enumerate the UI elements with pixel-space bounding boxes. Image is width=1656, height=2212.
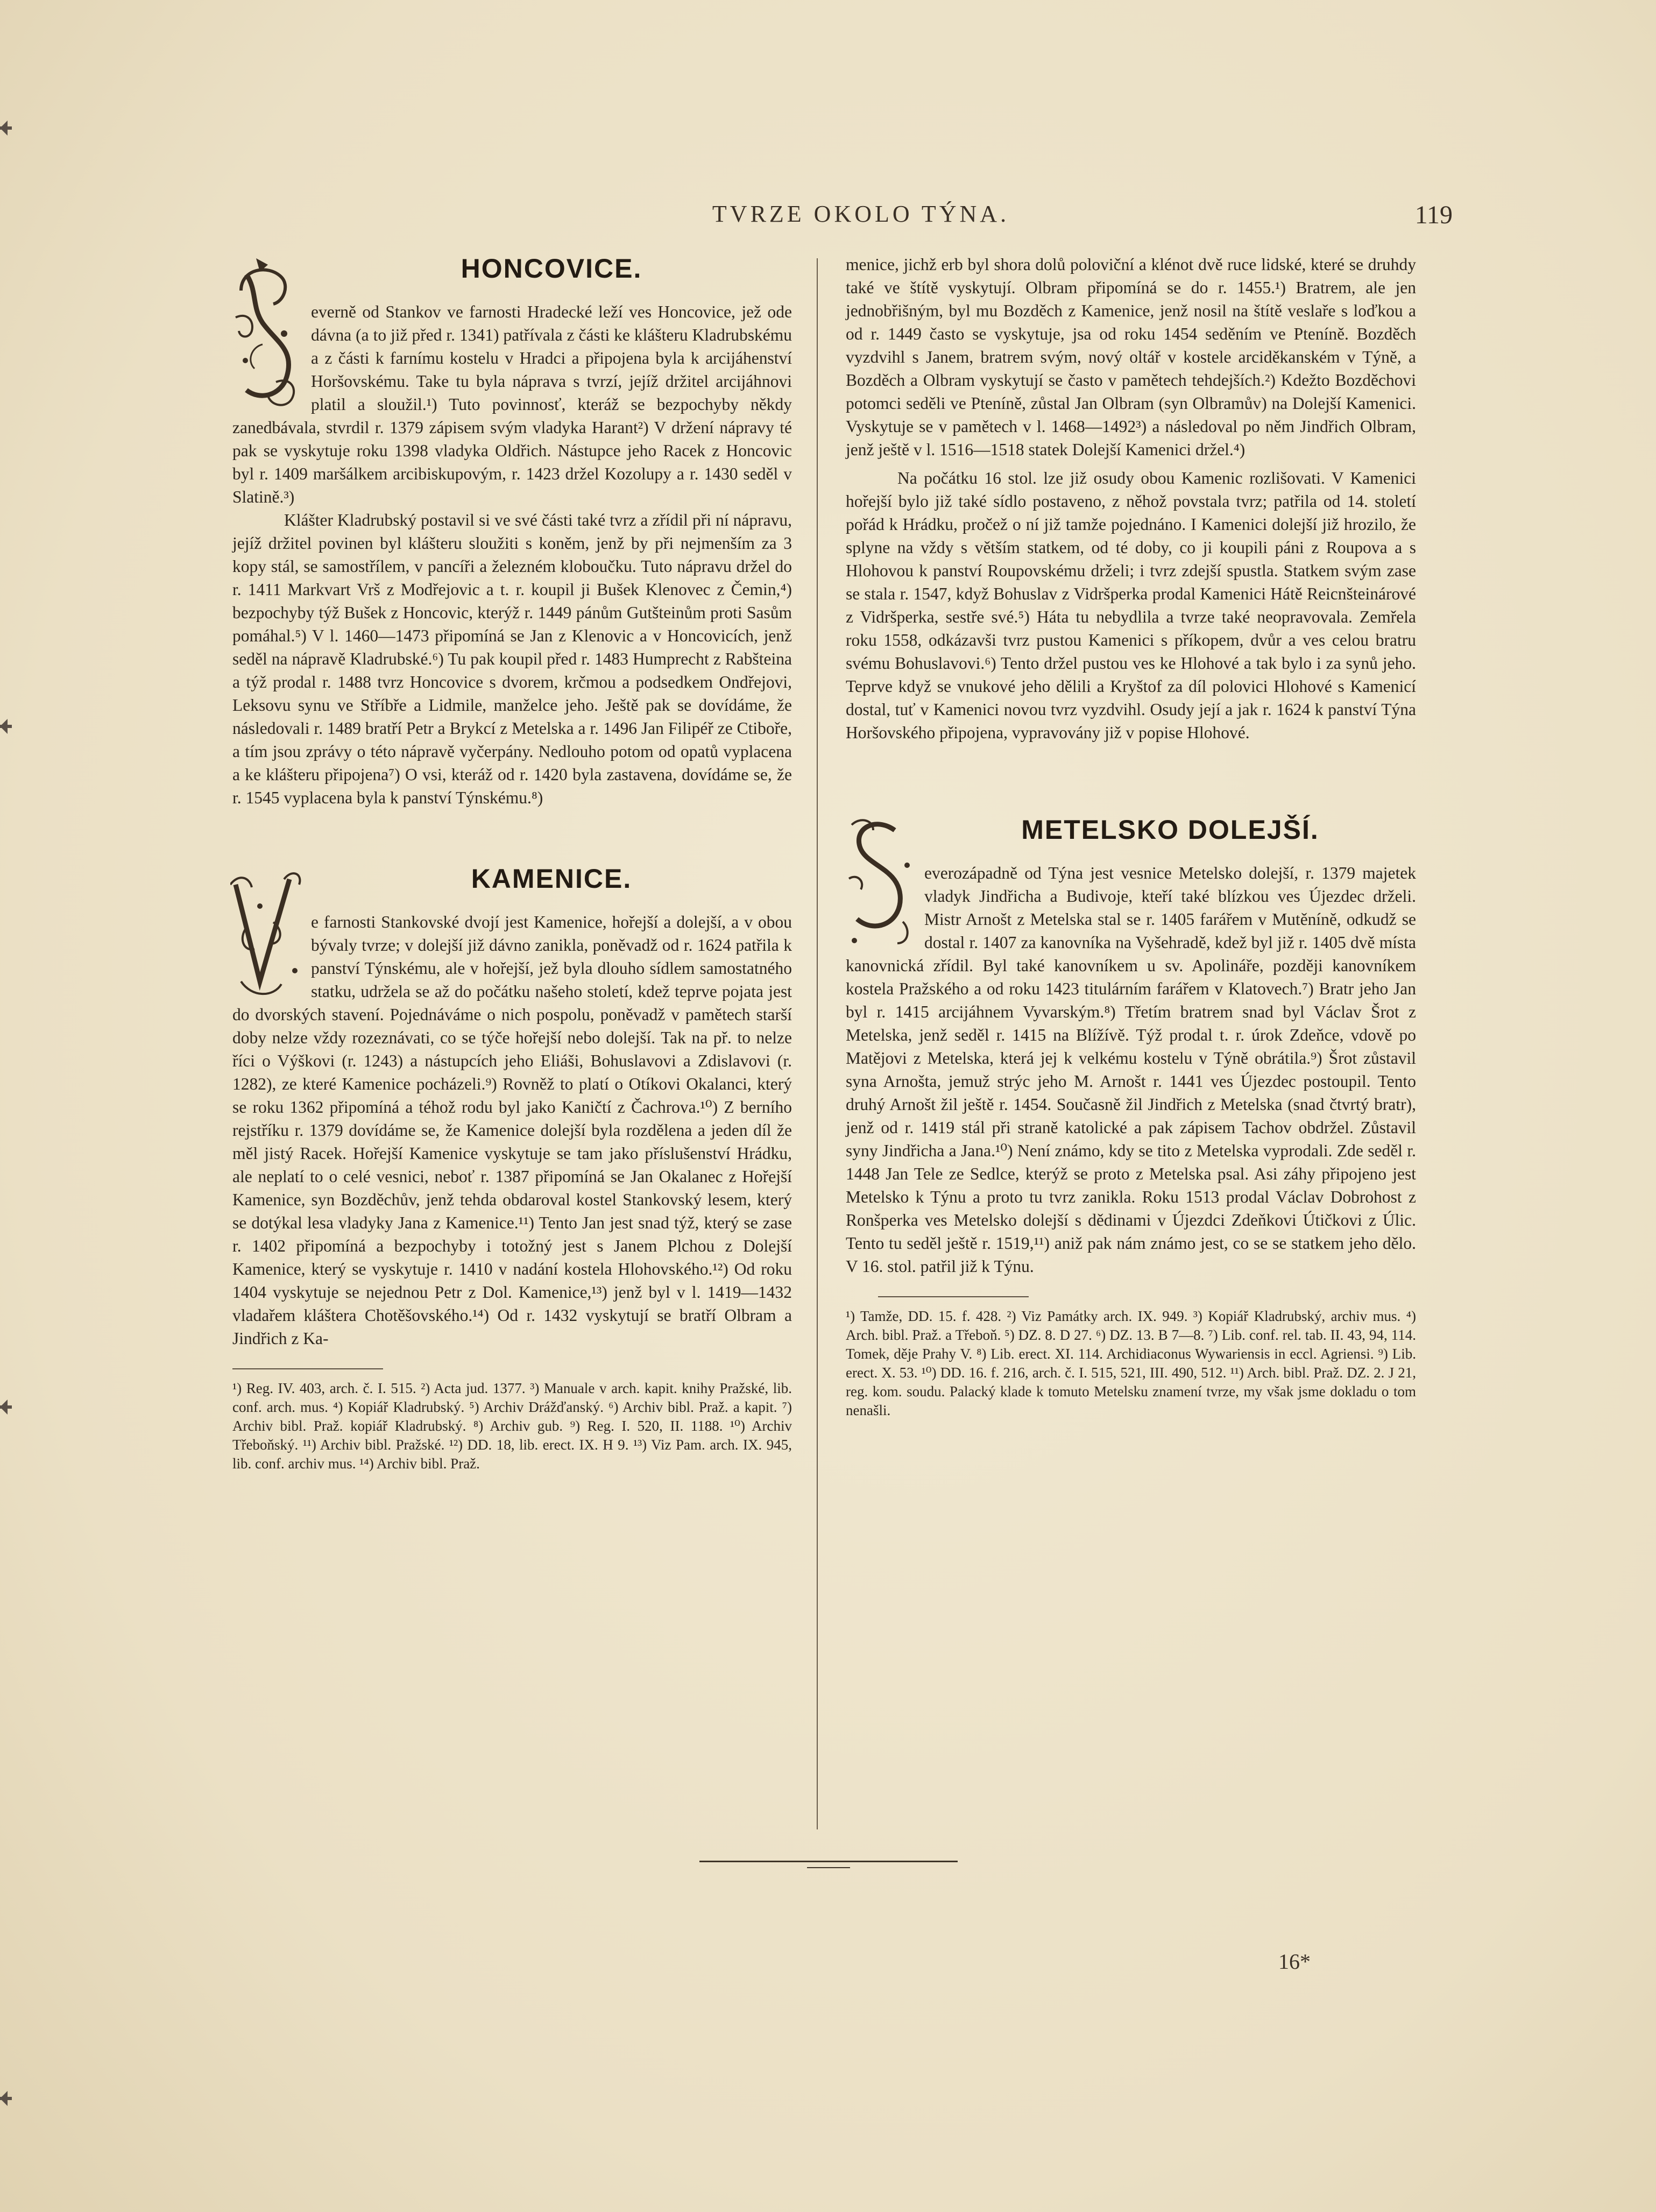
running-title: TVRZE OKOLO TÝNA. bbox=[712, 201, 1010, 227]
left-column bbox=[232, 253, 792, 1473]
section-kamenice bbox=[232, 863, 792, 1473]
binding-hole-icon bbox=[0, 117, 12, 139]
footnotes-left: ¹) Reg. IV. 403, arch. č. I. 515. ²) Acta jud. 1377. ³) Manuale v arch. kapit. knihy Pražské, lib. conf. arch. mus. ⁴) Kopiář Kladrubský. ⁵) Archiv Drážďanský. ⁶) Archiv bibl. Praž. a kapit. ⁷) Archiv bibl. Praž. kopiář Kladrubský. ⁸) Archiv gub. ⁹) Reg. I. 520, II. 1188. ¹⁰) Archiv Třeboňský. ¹¹) Archiv bibl. Pražské. ¹²) DD. 18, lib. erect. IX. H 9. ¹³) Viz Pam. arch. IX. 945, lib. conf. archiv mus. ¹⁴) Archiv bibl. Praž. bbox=[232, 1380, 792, 1472]
footnotes-right: ¹) Tamže, DD. 15. f. 428. ²) Viz Památky arch. IX. 949. ³) Kopiář Kladrubský, archiv mus. ⁴) Arch. bibl. Praž. a Třeboň. ⁵) DZ. 8. D 27. ⁶) DZ. 13. B 7—8. ⁷) Lib. conf. rel. tab. II. 43, 94, 114. Tomek, děje Prahy V. ⁸) Lib. erect. XI. 114. Archidiaconus Wywariensis in eccl. Agriensi. ⁹) Lib. erect. X. 53. ¹⁰) DD. 16. f. 216, arch. č. I. 515, 521, III. 490, 512. ¹¹) Arch. bibl. Praž. DZ. 2. J 21, reg. kom. soudu. Palacký klade k tomuto Metelsku znamení tvrze, my však jsme dokladu o tom nenašli. bbox=[846, 1308, 1416, 1418]
ornamental-initial-s-icon bbox=[844, 814, 918, 954]
section-kamenice-continued bbox=[846, 253, 1416, 744]
right-column bbox=[846, 253, 1416, 1420]
section-metelsko bbox=[846, 814, 1416, 1420]
paragraph-kamenice-cont-1: menice, jichž erb byl shora dolů poloviční a klénot dvě ruce lidské, které se druhdy také ve štítě vyskytují. Olbram připomíná se do r. 1455.¹) Bratrem, ale jen jednobřišným, byl mu Bozděch z Kamenice, jenž nosil na štítě veslaře s loďkou a od r. 1449 často se vyskytuje, jsa od roku 1454 seděním ve Pteníně. Bozděch vyzdvihl s Janem, bratrem svým, nový oltář v kostele arciděkanském v Týně, a Bozděch a Olbram vyskytují se často v pamětech tehdejších.²) Kdežto Bozděchovi potomci seděli ve Pteníně, zůstal Jan Olbram (syn Olbramův) na Dolejší Kamenici. Vyskytuje se v pamětech v l. 1468—1492³) a následoval po něm Jindřich Olbram, jenž ještě v l. 1516—1518 statek Dolejší Kamenici držel.⁴) bbox=[846, 255, 1416, 459]
footnote-divider bbox=[878, 1296, 1029, 1297]
paragraph-kamenice-1: e farnosti Stankovské dvojí jest Kamenice, hořejší a dolejší, a v obou bývaly tvrze; v dolejší již dávno zanikla, poněvadž od r. 1624 patřila k panství Týnskému, ale v hořejší, jež byla dlouho sídlem samostatného statku, udržela se až do počátku našeho století, kdež teprve pojata jest do dvorských stavení. Pojednáváme o nich pospolu, poněvadž v pamětech starší doby nelze vždy rozeznávati, co se týče hořejší nebo dolejší. Tak na př. to nelze říci o Výškovi (r. 1243) a nástupcích jeho Eliáši, Bohuslavovi a Zdislavovi (r. 1282), ze které Kamenice pocházeli.⁹) Rovněž to platí o Otíkovi Okalanci, který se roku 1362 připomíná a téhož rodu byl jako Kaničtí z Čachrova.¹⁰) Z berního rejstříku r. 1379 dovídáme se, že Kamenice dolejší byla rozdělena a jeden díl že měl jistý Racek. Hořejší Kamenice vyskytuje se tam jako příslušenství Hrádku, ale neplatí to o celé vesnici, neboť r. 1387 připomíná se Jan Okalanec z Hořejší Kamenice, syn Bozděchův, jenž tehda obdaroval kostel Stankovský lesem, který se dotýkal lesa vladyky Jana z Kamenice.¹¹) Tento Jan jest snad týž, který se zase r. 1402 připomíná a bezpochyby i totožný jest s Janem Plchou z Dolejší Kamenice, který se vyskytuje r. 1410 v nadání kostela Hlohovského.¹²) Od roku 1404 vyskytuje se nejednou Petr z Dol. Kamenice,¹³) jenž byl v l. 1419—1432 vladařem kláštera Chotěšovského.¹⁴) Od r. 1432 vyskytují se bratří Olbram a Jindřich z Ka- bbox=[232, 913, 792, 1348]
footnote-divider bbox=[232, 1368, 383, 1369]
column-divider bbox=[817, 258, 818, 1829]
section-title-metelsko: METELSKO DOLEJŠÍ. bbox=[1021, 815, 1319, 845]
binding-hole-icon bbox=[0, 1396, 12, 1418]
page-number: 119 bbox=[1414, 201, 1453, 229]
paragraph-kamenice-cont-2: Na počátku 16 stol. lze již osudy obou Kamenic rozlišovati. V Kamenici hořejší bylo již také sídlo postaveno, z něhož povstala tvrz; patřila od 14. století pořád k Hrádku, pročež o ní již tamže pojednáno. I Kamenici dolejší již hrozilo, že splyne na vždy s větším statkem, od té doby, co ji koupili páni z Roupova a s Hlohovou k panství Roupovskému drželi; i tvrz zdejší spustla. Statkem svým zase se stala r. 1547, když Bohuslav z Vidršperka prodal Kamenici Hátě Reicnšteinárové z Vidršperka, sestře své.⁵) Háta tu nebydlila a tvrze také neopravovala. Zemřela roku 1558, odkázavši tvrz pustou Kamenici s příkopem, dvůr a ves celou bratru svému Bohuslavovi.⁶) Tento držel pustou ves ke Hlohové a tak bylo i za synů jeho. Teprve když se vnukové jeho dělili a Kryštof za díl polovici Hlohové s Kamenicí dostal, tuť v Kamenici novou tvrz vyzdvihl. Osudy její a jak r. 1624 k panství Týna Horšovského připojena, vypravovány již v popise Hlohové. bbox=[846, 469, 1416, 742]
paragraph-honcovice-1: everně od Stankov ve farnosti Hradecké leží ves Honcovice, jež ode dávna (a to již před r. 1341) patřívala z části ke klášteru Kladrubskému a z části k farnímu kostelu v Hradci a připojena byla k arcijáhenství Horšovskému. Take tu byla náprava s tvrzí, jejíž držitel arcijáhnovi platil a sloužil.¹) Tuto povinnosť, kteráž se bezpochyby někdy zanedbávala, stvrdil r. 1379 zápisem svým vladyka Harant²) V držení nápravy té pak se vyskytuje roku 1398 vladyka Oldřich. Nástupce jeho Racek z Honcovic byl r. 1409 maršálkem arcibiskupovým, r. 1423 držel Kozolupy a r. 1430 seděl v Slatině.³) bbox=[232, 302, 792, 506]
section-honcovice bbox=[232, 253, 792, 809]
binding-hole-icon bbox=[0, 716, 12, 737]
section-title-kamenice: KAMENICE. bbox=[471, 864, 632, 894]
printer-signature: 16* bbox=[1278, 1949, 1311, 1974]
ornamental-initial-s-icon bbox=[230, 253, 305, 414]
paragraph-honcovice-2: Klášter Kladrubský postavil si ve své části také tvrz a zřídil při ní nápravu, jejíž držitel povinen byl klášteru sloužiti s koněm, jenž by při nejmenším za 3 kopy stál, se samostřílem, v pancíři a železném kloboučku. Tuto nápravu držel do r. 1411 Markvart Vrš z Modřejovic a t. r. koupil ji Bušek Klenovec z Čemin,⁴) bezpochyby týž Bušek z Honcovic, kterýž r. 1449 pánům Gutšteinům proti Sasům pomáhal.⁵) V l. 1460—1473 připomíná se Jan z Klenovic a v Honcovicích, jenž seděl na nápravě Kladrubské.⁶) Tu pak koupil před r. 1483 Humprecht z Rabšteina a týž prodal r. 1488 tvrz Honcovice s dvorem, krčmou a podsedkem Ondřejovi, Leksovu synu ve Stříbře a Lidmile, manželce jeho. Ještě pak se dovídáme, že následovali r. 1489 bratří Petr a Brykcí z Metelska a r. 1496 Jan Filipéř ze Ctiboře, a tím jsou zprávy o této nápravě vyčerpány. Nedlouho potom od opatů vyplacena a ke klášteru připojena⁷) O vsi, kteráž od r. 1420 byla zastavena, dovídáme se, že r. 1545 vyplacena byla k panství Týnskému.⁸) bbox=[232, 511, 792, 807]
ornamental-initial-v-icon bbox=[230, 863, 305, 1003]
page-end-rule bbox=[699, 1861, 958, 1862]
page-end-rule-short bbox=[807, 1867, 850, 1868]
binding-hole-icon bbox=[0, 2088, 12, 2109]
paragraph-metelsko-1: everozápadně od Týna jest vesnice Metelsko dolejší, r. 1379 majetek vladyk Jindřicha a Budivoje, kteří také blízkou ves Újezdec drželi. Mistr Arnošt z Metelska stal se r. 1405 farářem v Mutěníně, odkudž se dostal r. 1407 za kanovníka na Vyšehradě, kdež byl již r. 1405 dvě místa kanovnická zřídil. Byl také kanovníkem u sv. Apolináře, později kanovníkem kostela Pražského a od roku 1423 titulárním farářem v Klatovech.⁷) Bratr jeho Jan byl r. 1415 arcijáhnem Vyvarským.⁸) Třetím bratrem snad byl Václav Šrot z Metelska, jenž seděl r. 1415 na Blížívě. Týž prodal t. r. úrok Zdeňce, vdově po Matějovi z Metelska, která jej k velkému kostelu v Týně obrátila.⁹) Šrot zůstavil syna Arnošta, jemuž strýc jeho M. Arnošt r. 1441 ves Újezdec postoupil. Tento druhý Arnošt žil ještě r. 1454. Současně žil Jindřich z Metelska (snad čtvrtý bratr), jenž od r. 1419 stál při straně katolické a pak zápisem Tachov obdržel. Zůstavil syny Jindřicha a Jana.¹⁰) Není známo, kdy se tito z Metelska vyprodali. Zde seděl r. 1448 Jan Tele ze Sedlce, kterýž se proto z Metelska psal. Asi záhy připojeno jest Metelsko k Týnu a proto tu tvrz zanikla. Roku 1513 prodal Václav Dobrohost z Ronšperka ves Metelsko dolejší s dědinami v Újezdci Zdeňkovi Útičkovi z Úlic. Tento tu seděl ještě r. 1519,¹¹) aniž pak nám známo jest, co se se statkem jeho dělo. V 16. stol. patřil již k Týnu. bbox=[846, 864, 1416, 1276]
section-title-honcovice: HONCOVICE. bbox=[461, 253, 642, 284]
